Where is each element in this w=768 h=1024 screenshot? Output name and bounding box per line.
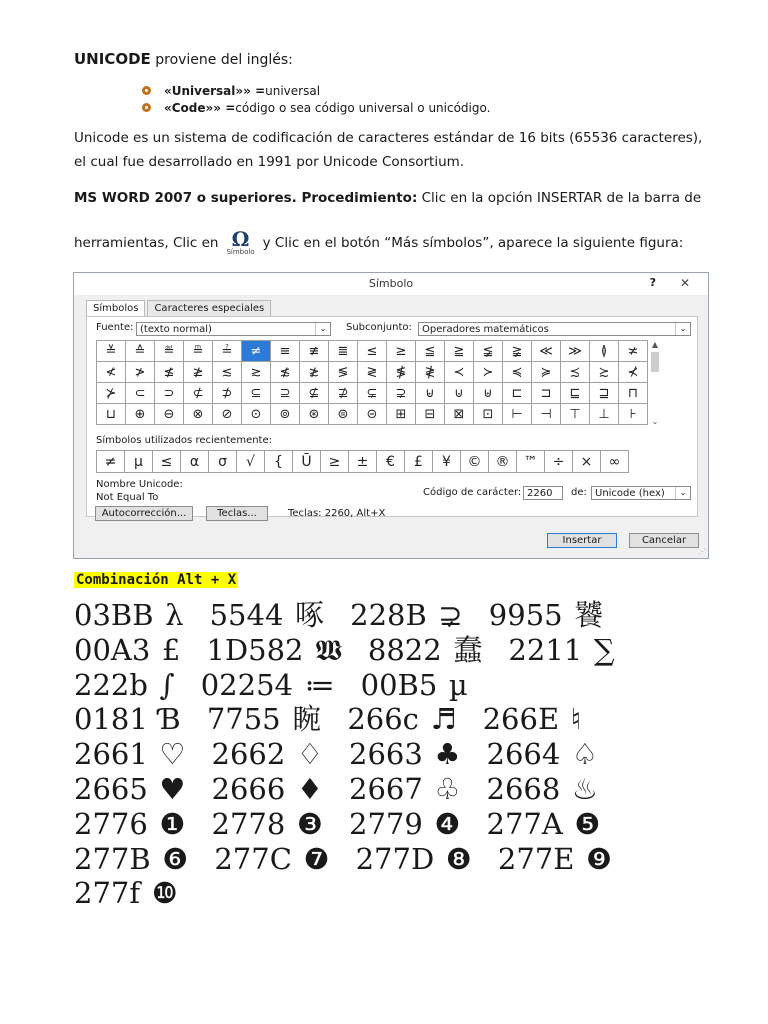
hex-code: 00A3 — [74, 632, 151, 667]
unicode-character: 𝖂 — [315, 632, 342, 667]
symbol-cell[interactable]: ≬ — [590, 341, 619, 362]
alt-x-title: Combinación Alt + X — [76, 572, 237, 588]
symbol-cell[interactable]: ⊓ — [619, 383, 648, 404]
unicode-character: ♮ — [570, 702, 582, 737]
hex-code: 2211 — [508, 632, 583, 667]
recent-symbol-cell[interactable]: × — [573, 451, 601, 473]
recent-symbol-cell[interactable]: µ — [125, 451, 153, 473]
unicode-character: Ɓ — [159, 702, 181, 737]
hex-code: 2668 — [486, 771, 561, 806]
chevron-down-icon: ⌄ — [315, 323, 330, 335]
symbol-cell[interactable]: ⊈ — [300, 383, 329, 404]
bullet-term: «Universal»» = — [164, 83, 266, 98]
code-entry — [361, 668, 468, 702]
code-entry — [349, 807, 460, 841]
symbol-cell[interactable]: ≿ — [590, 362, 619, 383]
recent-symbol-cell[interactable]: ≤ — [153, 451, 181, 473]
heading — [74, 50, 293, 68]
symbol-cell[interactable]: ⊏ — [503, 383, 532, 404]
code-line — [74, 842, 714, 877]
symbol-cell[interactable]: ≯ — [126, 362, 155, 383]
unicode-character: ❼ — [303, 841, 330, 876]
unicode-name-label: Nombre Unicode: — [96, 479, 183, 490]
symbol-cell[interactable]: ⊅ — [213, 383, 242, 404]
bullet-item — [142, 99, 490, 116]
hex-code: 2779 — [349, 806, 423, 841]
recent-symbol-cell[interactable]: ® — [489, 451, 517, 473]
symbol-cell[interactable]: ≞ — [184, 341, 213, 362]
symbol-button[interactable] — [226, 227, 255, 257]
symbol-cell[interactable]: ≚ — [97, 341, 126, 362]
symbol-cell[interactable]: ≹ — [416, 362, 445, 383]
resize-grip-icon[interactable]: ⋰ — [698, 547, 706, 556]
recent-symbol-cell[interactable]: £ — [405, 451, 433, 473]
hex-code: 0181 — [74, 702, 148, 737]
symbol-cell[interactable]: ⊔ — [97, 404, 126, 425]
symbol-cell[interactable]: ≝ — [155, 341, 184, 362]
symbol-cell[interactable]: ⊜ — [329, 404, 358, 425]
symbol-cell[interactable]: ≣ — [329, 341, 358, 362]
cancel-button[interactable]: Cancelar — [629, 533, 699, 548]
procedure-title: MS WORD 2007 o superiores. Procedimiento: — [74, 190, 418, 206]
from-select-value: Unicode (hex) — [595, 488, 665, 499]
hex-code: 00B5 — [360, 667, 438, 702]
symbol-cell[interactable]: ≤ — [358, 341, 387, 362]
code-entry — [214, 842, 329, 876]
unicode-character: ♥ — [159, 771, 186, 806]
symbol-cell[interactable]: ⊘ — [213, 404, 242, 425]
insert-button[interactable]: Insertar — [547, 533, 617, 548]
hex-code: 2663 — [349, 737, 423, 772]
dialog-title: Símbolo — [368, 277, 414, 290]
unicode-character: 啄 — [295, 598, 325, 632]
symbol-cell[interactable]: ⊎ — [474, 383, 503, 404]
symbol-cell[interactable]: ≺ — [445, 362, 474, 383]
hex-code: 5544 — [209, 598, 284, 632]
code-entry — [74, 702, 181, 736]
symbol-cell[interactable]: ⊐ — [532, 383, 561, 404]
code-input-value: 2260 — [527, 488, 553, 499]
code-line — [74, 876, 714, 911]
unicode-name-value: Not Equal To — [96, 492, 159, 503]
unicode-character: ♢ — [296, 737, 323, 772]
unicode-character: ≔ — [304, 667, 335, 702]
scroll-down-icon[interactable]: ⌄ — [651, 417, 659, 426]
code-entry — [207, 702, 321, 736]
code-line — [74, 737, 714, 772]
alt-x-codes — [74, 598, 714, 911]
symbol-cell[interactable]: ≟ — [213, 341, 242, 362]
code-entry — [487, 772, 598, 806]
from-label: de: — [571, 487, 587, 498]
symbol-cell[interactable]: ⊦ — [619, 404, 648, 425]
code-line — [74, 668, 714, 703]
symbol-cell[interactable]: ⊣ — [532, 404, 561, 425]
text-after: y Clic en el botón “Más símbolos”, aparece la siguiente figura: — [262, 235, 684, 251]
code-entry — [74, 807, 185, 841]
dialog-tabs — [86, 300, 273, 316]
unicode-character: ♦ — [296, 771, 323, 806]
code-entry — [74, 633, 180, 667]
symbol-cell[interactable]: ⊞ — [387, 404, 416, 425]
hex-code: 277C — [214, 841, 292, 876]
paragraph-symbol-button — [74, 228, 734, 255]
code-entry — [206, 633, 341, 667]
recent-symbol-cell[interactable]: α — [181, 451, 209, 473]
symbol-cell[interactable]: ⊛ — [300, 404, 329, 425]
symbol-grid — [96, 340, 648, 425]
code-line — [74, 598, 714, 633]
code-entry — [349, 737, 460, 771]
symbol-cell[interactable]: ⊡ — [474, 404, 503, 425]
bullet-icon — [142, 103, 151, 112]
code-entry — [212, 772, 323, 806]
code-label: Código de carácter: — [423, 487, 522, 498]
dialog-titlebar — [74, 273, 708, 295]
close-icon[interactable]: ✕ — [679, 276, 690, 290]
symbol-cell[interactable]: ⊇ — [271, 383, 300, 404]
symbol-cell[interactable]: ⊂ — [126, 383, 155, 404]
hex-code: 2664 — [486, 737, 561, 772]
symbol-cell[interactable]: ≶ — [329, 362, 358, 383]
font-select[interactable] — [136, 322, 331, 336]
code-entry — [349, 772, 460, 806]
symbol-dialog — [73, 272, 709, 559]
hex-code: 228B — [350, 598, 427, 632]
bullet-icon — [142, 86, 151, 95]
symbol-cell[interactable]: ≱ — [184, 362, 213, 383]
unicode-character: ❾ — [586, 841, 613, 876]
recent-symbol-cell[interactable]: ¥ — [433, 451, 461, 473]
code-entry — [74, 876, 178, 910]
hex-code: 03BB — [74, 598, 154, 632]
bullet-list — [142, 82, 490, 116]
unicode-character: λ — [165, 598, 184, 632]
procedure-text: Clic en la opción INSERTAR de la barra de — [417, 190, 702, 206]
unicode-character: ♬ — [430, 702, 457, 737]
subset-label: Subconjunto: — [346, 322, 412, 333]
symbol-cell[interactable]: ≻ — [474, 362, 503, 383]
symbol-cell[interactable]: ⊑ — [561, 383, 590, 404]
scroll-thumb[interactable] — [651, 352, 659, 372]
hex-code: 277f — [74, 876, 141, 911]
code-line — [74, 772, 714, 807]
code-entry — [487, 807, 601, 841]
heading-rest: proviene del inglés: — [150, 52, 293, 68]
unicode-character: ❶ — [159, 806, 186, 841]
symbol-cell[interactable]: ⊄ — [184, 383, 213, 404]
hex-code: 2661 — [74, 737, 148, 772]
chevron-down-icon: ⌄ — [675, 487, 690, 499]
unicode-character: ❻ — [162, 841, 189, 876]
symbols-panel — [86, 316, 698, 517]
recent-symbol-cell[interactable]: € — [377, 451, 405, 473]
symbol-cell[interactable]: ⊚ — [271, 404, 300, 425]
hex-code: 266E — [482, 702, 560, 737]
symbol-cell[interactable]: ≰ — [155, 362, 184, 383]
symbol-cell[interactable]: ≢ — [300, 341, 329, 362]
font-select-value: (texto normal) — [140, 324, 212, 335]
symbol-cell[interactable]: ≫ — [561, 341, 590, 362]
help-button[interactable]: ? — [649, 276, 656, 289]
unicode-character: ♤ — [571, 737, 598, 772]
paragraph-procedure — [74, 186, 714, 210]
hex-code: 2662 — [211, 737, 286, 772]
unicode-character: ♡ — [159, 737, 186, 772]
from-select[interactable] — [591, 486, 691, 500]
unicode-character: ♨ — [571, 771, 598, 806]
autocorrect-button[interactable]: Autocorrección... — [95, 506, 193, 521]
code-entry — [347, 702, 456, 736]
symbol-cell[interactable]: ≼ — [503, 362, 532, 383]
hex-code: 8822 — [367, 632, 442, 667]
symbol-cell[interactable]: ⊉ — [329, 383, 358, 404]
symbol-cell[interactable]: ⊌ — [416, 383, 445, 404]
symbol-cell[interactable]: ⊀ — [619, 362, 648, 383]
symbol-cell[interactable]: ⊤ — [561, 404, 590, 425]
code-line — [74, 633, 714, 668]
recent-symbol-cell[interactable]: ÷ — [545, 451, 573, 473]
code-entry — [74, 598, 184, 632]
code-entry — [74, 772, 185, 806]
symbol-cell[interactable]: ⊙ — [242, 404, 271, 425]
symbol-cell[interactable]: ⊟ — [416, 404, 445, 425]
symbol-cell[interactable]: ≭ — [619, 341, 648, 362]
symbol-cell[interactable]: ≦ — [416, 341, 445, 362]
code-entry — [487, 737, 598, 771]
symbol-cell[interactable]: ≲ — [213, 362, 242, 383]
text-before: herramientas, Clic en — [74, 235, 219, 251]
symbol-cell[interactable]: ≥ — [387, 341, 416, 362]
hex-code: 222b — [74, 667, 148, 702]
symbol-cell[interactable]: ≧ — [445, 341, 474, 362]
recent-symbols-grid — [96, 450, 629, 473]
code-entry — [210, 598, 324, 632]
unicode-character: ❹ — [434, 806, 461, 841]
code-entry — [483, 702, 582, 736]
recent-symbol-cell[interactable]: { — [265, 451, 293, 473]
symbol-cell[interactable]: ≮ — [97, 362, 126, 383]
recent-symbol-cell[interactable]: ± — [349, 451, 377, 473]
symbol-cell[interactable]: ⊥ — [590, 404, 619, 425]
unicode-character: 饕 — [574, 598, 604, 632]
hex-code: 2666 — [211, 771, 286, 806]
hex-code: 277B — [74, 841, 151, 876]
recent-symbol-cell[interactable]: ™ — [517, 451, 545, 473]
subset-select[interactable] — [418, 322, 691, 336]
symbol-cell[interactable]: ⊍ — [445, 383, 474, 404]
code-input[interactable] — [523, 486, 563, 500]
bullet-term: «Code»» = — [164, 100, 236, 115]
subset-select-value: Operadores matemáticos — [422, 324, 549, 335]
hex-code: 277A — [486, 806, 563, 841]
symbol-cell[interactable]: ≴ — [271, 362, 300, 383]
symbol-cell[interactable]: ⊗ — [184, 404, 213, 425]
font-label: Fuente: — [96, 322, 134, 333]
symbol-cell[interactable]: ≡ — [271, 341, 300, 362]
hex-code: 2776 — [74, 806, 148, 841]
symbol-cell[interactable]: ⊃ — [155, 383, 184, 404]
unicode-character: ❿ — [151, 876, 178, 911]
hex-code: 1D582 — [206, 632, 304, 667]
recent-label: Símbolos utilizados recientemente: — [96, 435, 273, 446]
unicode-character: ❺ — [574, 806, 601, 841]
code-entry — [489, 598, 603, 632]
unicode-character: 睕 — [292, 702, 322, 737]
symbol-cell[interactable]: ⊆ — [242, 383, 271, 404]
paragraph-unicode: Unicode es un sistema de codificación de caracteres estándar de 16 bits (65536 caracteres), el cual fue desarrollado en 1991 por Unicode Consortium. — [74, 130, 703, 170]
symbol-cell[interactable]: ≷ — [358, 362, 387, 383]
unicode-character: 蠢 — [453, 632, 483, 667]
code-entry — [350, 598, 463, 632]
recent-symbol-cell[interactable]: ∞ — [601, 451, 629, 473]
symbol-cell[interactable]: ⊋ — [387, 383, 416, 404]
symbol-cell[interactable]: ⊒ — [590, 383, 619, 404]
symbol-cell[interactable]: ⊖ — [155, 404, 184, 425]
hex-code: 277D — [355, 841, 435, 876]
symbol-cell[interactable]: ≪ — [532, 341, 561, 362]
symbol-cell[interactable]: ≠ — [242, 341, 271, 362]
code-entry — [74, 737, 185, 771]
symbol-grid-scrollbar[interactable] — [649, 340, 661, 426]
recent-symbol-cell[interactable]: ≥ — [321, 451, 349, 473]
hex-code: 2665 — [74, 771, 148, 806]
symbol-button-caption: Símbolo — [226, 248, 255, 256]
hex-code: 2667 — [349, 771, 423, 806]
code-entry — [498, 842, 612, 876]
keys-text: Teclas: 2260, Alt+X — [288, 508, 386, 519]
hex-code: 277E — [497, 841, 575, 876]
symbol-cell[interactable]: ⊕ — [126, 404, 155, 425]
keys-button[interactable]: Teclas... — [206, 506, 268, 521]
recent-symbol-cell[interactable]: © — [461, 451, 489, 473]
code-entry — [74, 668, 175, 702]
code-entry — [212, 737, 323, 771]
code-line — [74, 807, 714, 842]
code-line — [74, 702, 714, 737]
symbol-cell[interactable]: ≨ — [474, 341, 503, 362]
symbol-cell[interactable]: ≙ — [126, 341, 155, 362]
code-entry — [201, 668, 335, 702]
tab-symbols[interactable]: Símbolos — [86, 300, 145, 316]
hex-code: 9955 — [488, 598, 563, 632]
unicode-character: ∫ — [159, 667, 175, 702]
symbol-cell[interactable]: ⊠ — [445, 404, 474, 425]
hex-code: 02254 — [200, 667, 293, 702]
recent-symbol-cell[interactable]: Ū — [293, 451, 321, 473]
heading-strong: UNICODE — [74, 50, 151, 68]
unicode-character: µ — [448, 667, 468, 702]
symbol-cell[interactable]: ≵ — [300, 362, 329, 383]
symbol-cell[interactable]: ≩ — [503, 341, 532, 362]
recent-symbol-cell[interactable]: ≠ — [97, 451, 125, 473]
unicode-character: £ — [161, 632, 181, 667]
recent-symbol-cell[interactable]: √ — [237, 451, 265, 473]
symbol-cell[interactable]: ≸ — [387, 362, 416, 383]
tab-special-characters[interactable]: Caracteres especiales — [147, 300, 271, 316]
symbol-cell[interactable]: ≽ — [532, 362, 561, 383]
hex-code: 266c — [347, 702, 419, 737]
code-entry — [356, 842, 472, 876]
unicode-character: ♧ — [434, 771, 461, 806]
bullet-text: universal — [265, 83, 321, 98]
unicode-character: ❽ — [445, 841, 472, 876]
code-entry — [368, 633, 482, 667]
unicode-character: ❸ — [296, 806, 323, 841]
symbol-cell[interactable]: ⊊ — [358, 383, 387, 404]
symbol-cell[interactable]: ⊝ — [358, 404, 387, 425]
hex-code: 2778 — [211, 806, 286, 841]
symbol-cell[interactable]: ⊢ — [503, 404, 532, 425]
hex-code: 7755 — [206, 702, 281, 737]
unicode-character: ⊋ — [438, 598, 463, 632]
symbol-cell[interactable]: ≾ — [561, 362, 590, 383]
bullet-item — [142, 82, 490, 99]
chevron-down-icon: ⌄ — [675, 323, 690, 335]
code-entry — [508, 633, 614, 667]
unicode-character: ∑ — [593, 632, 615, 667]
bullet-text: código o sea código universal o unicódigo. — [235, 100, 491, 115]
code-entry — [212, 807, 323, 841]
symbol-cell[interactable]: ≳ — [242, 362, 271, 383]
symbol-cell[interactable]: ⊁ — [97, 383, 126, 404]
scroll-up-icon[interactable]: ▲ — [651, 340, 659, 349]
unicode-character: ♣ — [434, 737, 461, 772]
code-entry — [74, 842, 188, 876]
recent-symbol-cell[interactable]: σ — [209, 451, 237, 473]
omega-icon: Ω — [231, 227, 250, 251]
